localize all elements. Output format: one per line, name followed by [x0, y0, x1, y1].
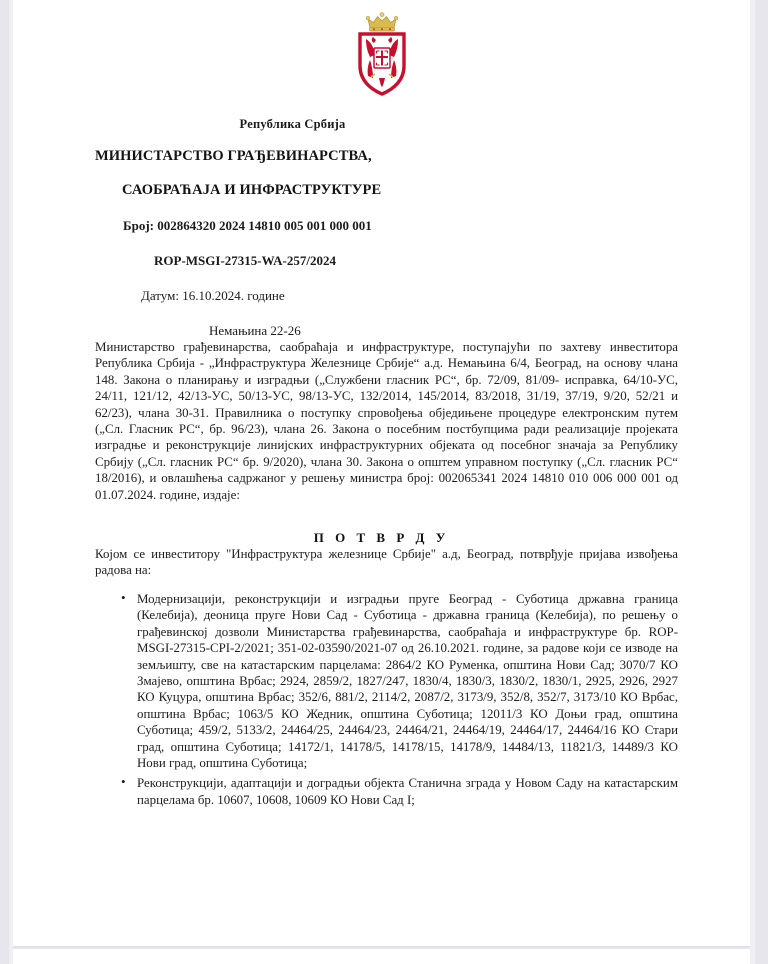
page-bottom-shadow: [13, 946, 750, 949]
document-body: [13, 339, 750, 808]
document-content: [13, 117, 750, 808]
works-list: [95, 591, 678, 808]
ministry-heading-line-2: САОБРАЋАЈА И ИНФРАСТРУКТУРЕ: [122, 182, 382, 198]
country-heading: Република Србија: [239, 117, 346, 131]
emblem-container: [13, 0, 750, 105]
list-item: • Реконструкцији, адаптацији и доградњи објекта Станична зграда у Новом Саду на катастарским парцелама бр. 10607, 10608, 10609 КО Нови Сад I;: [119, 775, 678, 808]
act-title: П О Т В Р Д У: [313, 530, 450, 546]
intro-paragraph: Министарство грађевинарства, саобраћаја и инфраструктуре, поступајући по захтеву инвеститора Република Србија - „Инфраструктура Железнице Србије“ а.д. Немањина 6/4, Београд, на основу члана 148. Закона о планирању и изградњи („Службени гласник РС“, бр. 72/09, 81/09- исправка, 64/10-УС, 24/11, 121/12, 42/13-УС, 50/13-УС, 98/13-УС, 132/2014, 145/2014, 83/2018, 31/19, 37/19, 9/20, 52/21 и 62/23), члана 30-31. Правилника о поступку спровођења обједињене процедуре електронским путем („Сл. Гласник РС“, бр. 96/23), члана 26. Закона о посебним постбупцима ради реализације пројеката изградње и реконструкције линијских инфраструктурних објеката од посебног значаја за Републику Србију („Сл. гласник РС“ бр. 9/2020), члана 30. Закона о општем управном поступку („Сл. гласник РС“ 18/2016), и овлашћења садржаног у решењу министра број: 002065341 2024 14810 010 006 000 001 од 01.07.2024. године, издаје:: [95, 340, 678, 502]
list-item: • Модернизацији, реконструкцији и изградњи пруге Београд - Суботица државна граница (Келебија), деоница пруге Нови Сад - Суботица - државна граница (Келебија), по решењу о грађевинској дозволи Министарства грађевинарства, саобраћаја и инфраструктуре бр. ROP-MSGI-27315-CPI-2/2021; 351-02-03590/2021-07 од 26.10.2021. године, за радове који се изводе на земљишту, све на катастарским парцелама: 2864/2 КО Руменка, општина Нови Сад; 3070/7 КО Змајево, општина Врбас; 2924, 2859/2, 1827/247, 1830/4, 1830/3, 1830/2, 1830/1, 2925, 2926, 2927 КО Куцура, општина Врбас; 352/6, 881/2, 2114/2, 2087/2, 3173/9, 352/8, 352/7, 3173/10 КО Врбас, општина Врбас; 1063/5 КО Жедник, општина Суботица; 12011/3 КО Доњи град, општина Суботица; 459/2, 5133/2, 24464/25, 24464/23, 24464/21, 24464/19, 24464/17, 24464/16 КО Стари град, општина Суботица; 14172/1, 14178/5, 14178/15, 14178/9, 14484/13, 11821/3, 14489/3 КО Нови град, општина Суботица;: [119, 591, 678, 771]
document-date: Датум: 16.10.2024. године: [141, 288, 285, 303]
rop-number: ROP-MSGI-27315-WA-257/2024: [154, 253, 336, 268]
ministry-heading-line-1: МИНИСТАРСТВО ГРАЂЕВИНАРСТВА,: [95, 148, 372, 164]
ministry-address: Немањина 22-26: [209, 323, 301, 338]
document-page: [13, 0, 750, 946]
confirmation-paragraph: Којом се инвеститору "Инфраструктура железнице Србије" а.д, Београд, потврђује пријава извођења радова на:: [95, 547, 678, 578]
serbian-coat-of-arms-icon: [346, 8, 418, 100]
document-number: Број: 002864320 2024 14810 005 001 000 001: [123, 218, 372, 233]
